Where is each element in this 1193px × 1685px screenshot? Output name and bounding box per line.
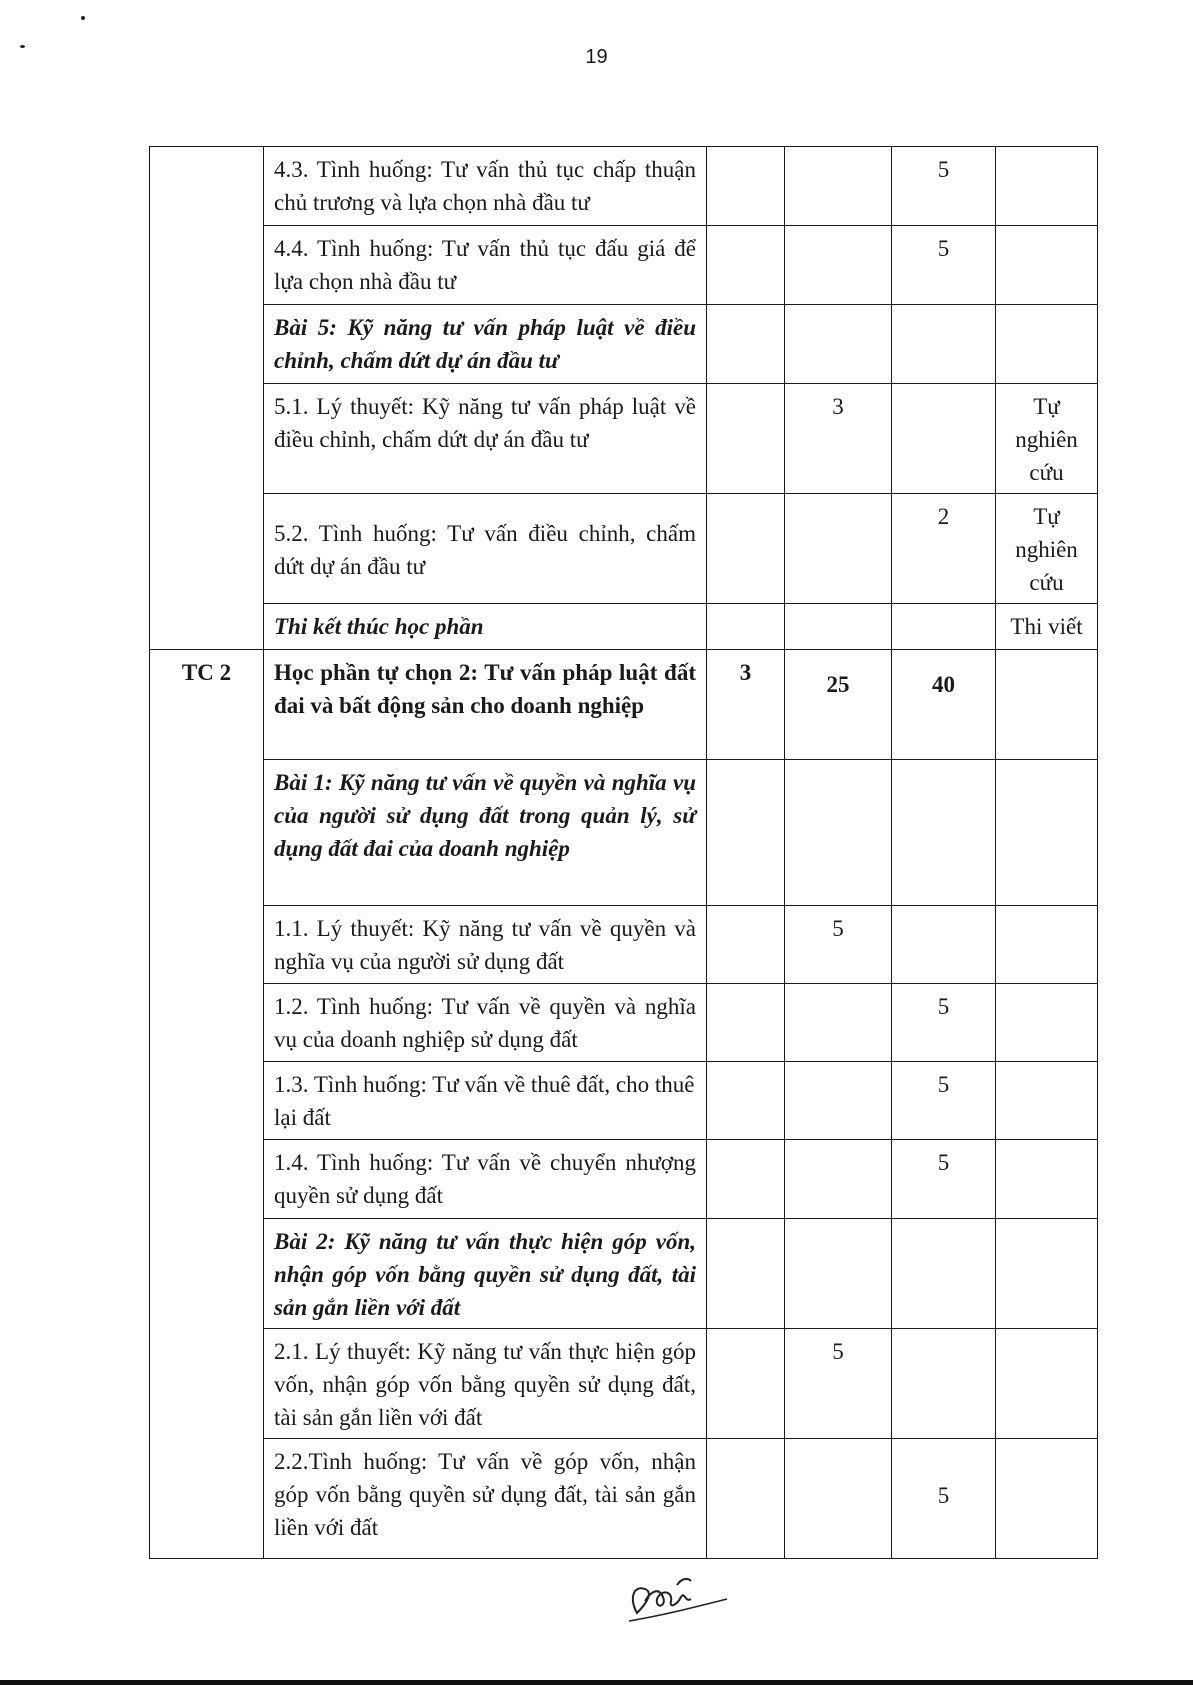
table-row <box>150 147 1098 226</box>
row-practice <box>892 604 996 650</box>
exam-heading: Thi kết thúc học phần <box>264 604 707 650</box>
row-note <box>996 984 1098 1062</box>
row-theory: 5 <box>785 1329 892 1439</box>
row-theory: 5 <box>785 906 892 984</box>
curriculum-table <box>149 146 1098 1559</box>
row-content: 2.1. Lý thuyết: Kỹ năng tư vấn thực hiện góp vốn, nhận góp vốn bằng quyền sử dụng đất, tài sản gắn liền với đất <box>264 1329 707 1439</box>
row-note <box>996 226 1098 305</box>
module-heading: Học phần tự chọn 2: Tư vấn pháp luật đất đai và bất động sản cho doanh nghiệp <box>264 650 707 760</box>
group-cell-tc2: TC 2 <box>150 650 264 1559</box>
scan-speck <box>20 45 25 48</box>
row-theory <box>785 1062 892 1140</box>
lesson-heading: Bài 5: Kỹ năng tư vấn pháp luật về điều chỉnh, chấm dứt dự án đầu tư <box>264 305 707 384</box>
table-row <box>150 1140 1098 1219</box>
row-credits <box>707 1140 785 1219</box>
row-theory <box>785 1140 892 1219</box>
row-credits <box>707 1219 785 1329</box>
row-note <box>996 1219 1098 1329</box>
page-number: 19 <box>585 46 608 68</box>
row-theory <box>785 226 892 305</box>
row-credits <box>707 760 785 906</box>
row-practice: 2 <box>892 494 996 604</box>
group-cell-previous <box>150 147 264 650</box>
row-content: 2.2.Tình huống: Tư vấn về góp vốn, nhận góp vốn bằng quyền sử dụng đất, tài sản gắn liền với đất <box>264 1439 707 1559</box>
row-credits <box>707 1439 785 1559</box>
row-note <box>996 906 1098 984</box>
row-practice: 5 <box>892 147 996 226</box>
row-theory <box>785 494 892 604</box>
row-credits <box>707 1329 785 1439</box>
row-credits <box>707 226 785 305</box>
row-note <box>996 1062 1098 1140</box>
row-theory <box>785 1219 892 1329</box>
signature-mark <box>615 1555 735 1635</box>
table-row <box>150 226 1098 305</box>
lesson-heading: Bài 2: Kỹ năng tư vấn thực hiện góp vốn, nhận góp vốn bằng quyền sử dụng đất, tài sản gắn liền với đất <box>264 1219 707 1329</box>
table-row <box>150 305 1098 384</box>
row-practice: 5 <box>892 1140 996 1219</box>
row-note <box>996 1140 1098 1219</box>
row-credits <box>707 494 785 604</box>
row-credits <box>707 604 785 650</box>
row-content: 1.3. Tình huống: Tư vấn về thuê đất, cho thuê lại đất <box>264 1062 707 1140</box>
row-note <box>996 650 1098 760</box>
row-content: 5.1. Lý thuyết: Kỹ năng tư vấn pháp luật về điều chỉnh, chấm dứt dự án đầu tư <box>264 384 707 494</box>
table-row <box>150 906 1098 984</box>
row-theory <box>785 1439 892 1559</box>
row-content: 1.4. Tình huống: Tư vấn về chuyển nhượng quyền sử dụng đất <box>264 1140 707 1219</box>
row-practice <box>892 1329 996 1439</box>
lesson-heading: Bài 1: Kỹ năng tư vấn về quyền và nghĩa vụ của người sử dụng đất trong quản lý, sử dụng đất đai của doanh nghiệp <box>264 760 707 906</box>
row-note <box>996 305 1098 384</box>
row-theory <box>785 147 892 226</box>
row-note: Tự nghiên cứu <box>996 494 1098 604</box>
row-content: 1.1. Lý thuyết: Kỹ năng tư vấn về quyền và nghĩa vụ của người sử dụng đất <box>264 906 707 984</box>
row-theory: 25 <box>785 650 892 760</box>
row-credits <box>707 1062 785 1140</box>
row-note <box>996 760 1098 906</box>
table-row <box>150 1329 1098 1439</box>
row-theory <box>785 305 892 384</box>
row-practice: 5 <box>892 1062 996 1140</box>
row-practice <box>892 1219 996 1329</box>
row-practice: 5 <box>892 984 996 1062</box>
row-practice: 40 <box>892 650 996 760</box>
row-note <box>996 1439 1098 1559</box>
row-theory <box>785 604 892 650</box>
row-practice: 5 <box>892 226 996 305</box>
row-practice: 5 <box>892 1439 996 1559</box>
table-row <box>150 760 1098 906</box>
row-note: Tự nghiên cứu <box>996 384 1098 494</box>
row-content: 5.2. Tình huống: Tư vấn điều chỉnh, chấm dứt dự án đầu tư <box>264 494 707 604</box>
table-row <box>150 604 1098 650</box>
scan-speck <box>81 16 85 20</box>
row-credits <box>707 147 785 226</box>
row-content: 1.2. Tình huống: Tư vấn về quyền và nghĩa vụ của doanh nghiệp sử dụng đất <box>264 984 707 1062</box>
table-row <box>150 494 1098 604</box>
row-practice <box>892 760 996 906</box>
row-note <box>996 1329 1098 1439</box>
table-row <box>150 1062 1098 1140</box>
table-row <box>150 1439 1098 1559</box>
row-theory: 3 <box>785 384 892 494</box>
row-content: 4.3. Tình huống: Tư vấn thủ tục chấp thuận chủ trương và lựa chọn nhà đầu tư <box>264 147 707 226</box>
row-content: 4.4. Tình huống: Tư vấn thủ tục đấu giá để lựa chọn nhà đầu tư <box>264 226 707 305</box>
row-theory <box>785 760 892 906</box>
row-practice <box>892 305 996 384</box>
row-theory <box>785 984 892 1062</box>
row-credits <box>707 906 785 984</box>
table-row <box>150 1219 1098 1329</box>
row-credits: 3 <box>707 650 785 760</box>
row-note <box>996 147 1098 226</box>
row-note: Thi viết <box>996 604 1098 650</box>
row-practice <box>892 906 996 984</box>
row-credits <box>707 984 785 1062</box>
row-practice <box>892 384 996 494</box>
row-credits <box>707 384 785 494</box>
table-row <box>150 984 1098 1062</box>
row-credits <box>707 305 785 384</box>
table-row <box>150 650 1098 760</box>
table-row <box>150 384 1098 494</box>
scan-edge <box>0 1680 1193 1685</box>
